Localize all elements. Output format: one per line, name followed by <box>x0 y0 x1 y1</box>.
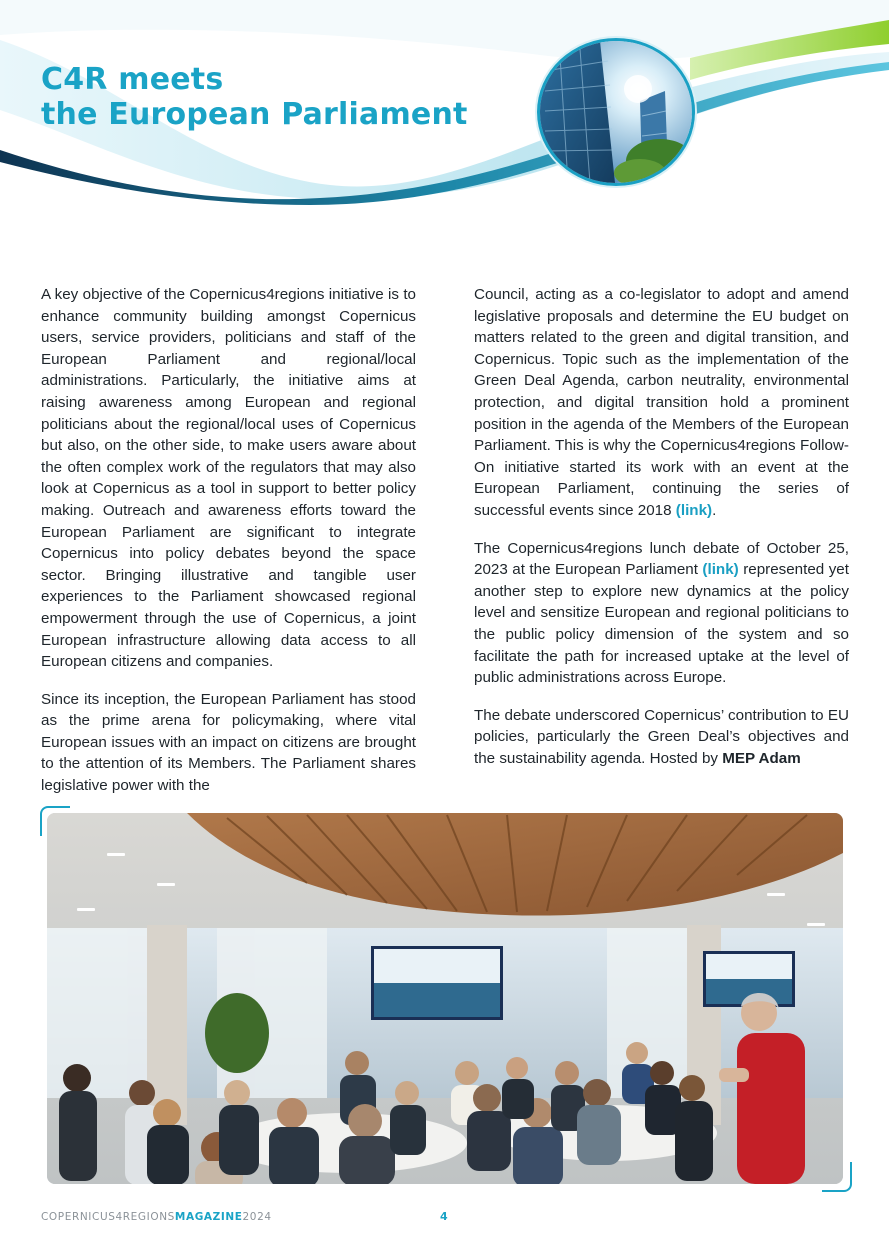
footer-brand <box>41 1211 272 1223</box>
right-text-column <box>474 284 849 785</box>
footer-year: 2024 <box>242 1211 272 1223</box>
page-title <box>41 62 468 132</box>
footer-magazine-label: MAGAZINE <box>174 1211 243 1223</box>
page-number: 4 <box>440 1210 448 1223</box>
right-paragraph-2 <box>474 538 849 689</box>
glass-building-photo <box>537 38 695 186</box>
right-paragraph-3 <box>474 705 849 770</box>
title-line-1: C4R meets <box>41 62 224 97</box>
parliament-lunch-debate-photo <box>47 813 843 1184</box>
right-paragraph-3-text: The debate underscored Copernicus’ contribution to EU policies, particularly the Green Deal’s objectives and the sustainability agenda. Hosted by <box>474 706 849 767</box>
title-line-2: the European Parliament <box>41 97 468 132</box>
right-paragraph-1-text: Council, acting as a co-legislator to adopt and amend legislative proposals and determine the EU budget on matters related to the green and digital transition, and Copernicus. Topic such as the implementation of the Green Deal Agenda, carbon neutrality, environmental protection, and digital transition hold a prominent position in the agenda of the Members of the European Parliament. This is why the Copernicus4regions Follow-On initiative started its work with an event at the European Parliament, continuing the series of successful events since 2018 <box>474 286 849 519</box>
footer-brand-name: COPERNICUS4REGIONS <box>41 1211 175 1223</box>
right-paragraph-2-text-a: The Copernicus4regions lunch debate of October 25, 2023 at the European Parliament <box>474 539 849 579</box>
link-events-since-2018[interactable]: (link) <box>675 501 713 519</box>
left-paragraph-2: Since its inception, the European Parliament has stood as the prime arena for policymaking, where vital European issues with an impact on citizens are brought to the attention of its Members. The Parliament shares legislative power with the <box>41 690 416 795</box>
mep-name: MEP Adam <box>722 749 801 767</box>
link-lunch-debate[interactable]: (link) <box>702 561 739 579</box>
right-paragraph-2-text-b: represented yet another step to explore new dynamics at the policy level and sensitize European and regional politicians to the public policy dimension of the system and so facilitate the path for increased uptake at the level of public administrations across Europe. <box>474 561 849 687</box>
right-paragraph-1 <box>474 284 849 522</box>
left-text-column <box>41 284 416 813</box>
right-paragraph-1-end: . <box>712 501 717 519</box>
left-paragraph-1: A key objective of the Copernicus4regions initiative is to enhance community building amongst Copernicus users, service providers, politicians and staff of the European Parliament and regional/local administrations. Particularly, the initiative aims at raising awareness among European and regional politicians about the regional/local uses of Copernicus but also, on the other side, to make users aware about the often complex work of the regulators that may also look at Copernicus as a tool in support to better policy making. Outreach and awareness efforts toward the European Parliament are significant to integrate Copernicus into policy debates beyond the space sector. Bringing illustrative and tangible user experiences to the Parliament showcased regional empowerment through the use of Copernicus, a joint European infrastructure allowing data access to all European citizens and companies. <box>41 286 416 671</box>
